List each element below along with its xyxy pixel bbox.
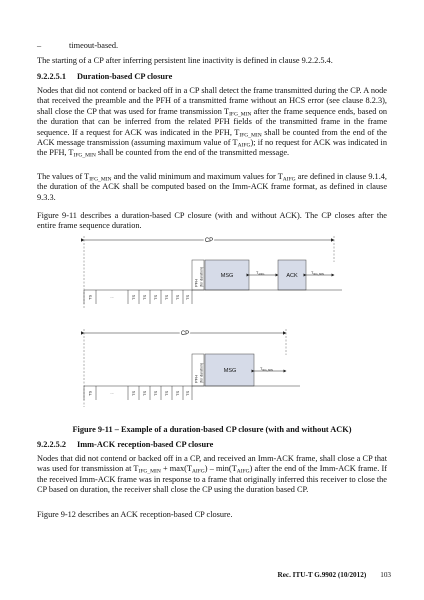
ts-slot-label: TS bbox=[131, 390, 136, 396]
page-number: 103 bbox=[380, 571, 391, 579]
ts-ellipsis: ... bbox=[110, 294, 114, 299]
subscript: AIFG bbox=[191, 468, 205, 475]
ts-slot-label: TS bbox=[185, 390, 190, 396]
subscript: IFG_MIN bbox=[73, 152, 96, 159]
figure-caption: Figure 9-11 – Example of a duration-based CP closure (with and without ACK) bbox=[72, 425, 352, 434]
text-run: ) after the end of the Imm-ACK frame. If the received Imm-ACK frame was in response to a frame that originally inferred this receiver to close the CP based on duration, the receiver shall close the CP using the duration based CP. bbox=[37, 464, 387, 495]
text-run: and the valid minimum and maximum values for T bbox=[111, 172, 283, 181]
msg-label: MSG bbox=[220, 273, 234, 279]
subscript: AIFG bbox=[236, 468, 250, 475]
cp-label-2: CP bbox=[180, 331, 190, 337]
text-run: Nodes that did not contend or backed off in a CP shall detect the frame transmitted during the CP. A node that received the preamble and the PFH of a transmitted frame without an HCS error (see clause 8.2.3), shall close the CP that was used for frame transmission T bbox=[37, 86, 387, 116]
ts-slot-label: TS bbox=[164, 390, 169, 396]
diagram-without-ack bbox=[84, 329, 300, 407]
text-run: The values of T bbox=[37, 172, 90, 181]
subscript: IFG_MIN bbox=[239, 132, 262, 139]
page-footer bbox=[278, 571, 392, 579]
subscript: IFG_MIN bbox=[138, 468, 161, 475]
ts-slot-label: TS bbox=[87, 294, 93, 300]
ack-label: ACK bbox=[286, 273, 298, 279]
ts-slot-label: TS bbox=[142, 390, 147, 396]
paragraph-3: Figure 9-11 describes a duration-based CP closure (with and without ACK). The CP closes after the entire frame sequence duration. bbox=[37, 211, 387, 231]
section-number: 9.2.2.5.1 bbox=[37, 72, 67, 81]
pfh-sub-label: (for duration) bbox=[199, 266, 204, 287]
ts-ellipsis: ... bbox=[110, 390, 114, 395]
ts-slot-label: TS bbox=[131, 294, 136, 300]
paragraph-start: The starting of a CP after inferring persistent line inactivity is defined in clause 9.2.2.5.4. bbox=[37, 56, 333, 65]
subscript: AIFG bbox=[237, 142, 251, 149]
ifg-t-2: T bbox=[260, 367, 263, 371]
ifg-sub-2: IFG_MIN bbox=[262, 368, 273, 372]
pfh-sub-label-2: (for duration) bbox=[199, 362, 204, 383]
ts-slot-label: TS bbox=[185, 294, 190, 300]
aifg-sub: AIFG bbox=[258, 272, 265, 276]
pfh-label: PFH bbox=[193, 279, 199, 287]
text-run: shall be counted from the end of the ACK message transmission (assuming maximum value of T bbox=[37, 127, 387, 148]
ts-slot-label: TS bbox=[142, 294, 147, 300]
paragraph-5: Figure 9-12 describes an ACK reception-based CP closure. bbox=[37, 510, 233, 519]
section-title: Duration-based CP closure bbox=[77, 72, 173, 81]
bullet-text: timeout-based. bbox=[69, 41, 119, 50]
msg-label-2: MSG bbox=[223, 368, 237, 374]
pfh-label-2: PFH bbox=[193, 375, 199, 383]
footer-rec: Rec. ITU-T G.9902 (10/2012) bbox=[277, 571, 367, 579]
ts-slot-row-2 bbox=[84, 386, 192, 400]
subscript: AIFG bbox=[282, 176, 296, 183]
ifg-label-2 bbox=[260, 367, 273, 372]
ts-slot-label: TS bbox=[175, 390, 180, 396]
ts-slot-label: TS bbox=[87, 390, 93, 396]
subscript: IFG_MIN bbox=[229, 111, 252, 118]
text-run: ) – min(T bbox=[204, 464, 237, 474]
diagram-with-ack bbox=[84, 236, 342, 308]
aifg-t: T bbox=[256, 271, 259, 275]
subscript: IFG_MIN bbox=[89, 176, 112, 183]
ifg-t: T bbox=[311, 271, 314, 275]
text-run: Nodes that did not contend or backed off in a CP, and received an Imm-ACK frame, shall close a CP that was used for transmission at T bbox=[37, 454, 387, 474]
section-title-2: Imm-ACK reception-based CP closure bbox=[77, 440, 214, 449]
text-run: ); if no request for ACK was indicated in the PFH, T bbox=[37, 138, 387, 158]
text-run: shall be counted from the end of the transmitted message. bbox=[95, 148, 290, 158]
cp-label: CP bbox=[204, 238, 214, 244]
ts-slot-label: TS bbox=[153, 390, 158, 396]
section-number-2: 9.2.2.5.2 bbox=[37, 440, 67, 449]
section-heading-2 bbox=[37, 440, 213, 449]
ts-slot-row bbox=[84, 290, 192, 304]
ts-slot-label: TS bbox=[153, 294, 158, 300]
paragraph-4 bbox=[37, 454, 387, 496]
bullet-dash: – bbox=[37, 41, 42, 50]
text-run: after the frame sequence ends, based on the duration that can be inferred from the related PFH fields of the transmitted frame in the frame sequence. If a request for ACK was indicated in the PFH, T bbox=[37, 106, 387, 137]
ts-slot-label: TS bbox=[164, 294, 169, 300]
text-run: + max(T bbox=[160, 464, 192, 474]
ifg-sub: IFG_MIN bbox=[313, 272, 324, 276]
ts-slot-label: TS bbox=[175, 294, 180, 300]
ifg-label bbox=[311, 271, 324, 276]
text-run: are defined in clause 9.1.4, the duration of the ACK shall be computed based on the Imm-ACK frame format, as defined in clause 9.3.3. bbox=[37, 172, 387, 202]
